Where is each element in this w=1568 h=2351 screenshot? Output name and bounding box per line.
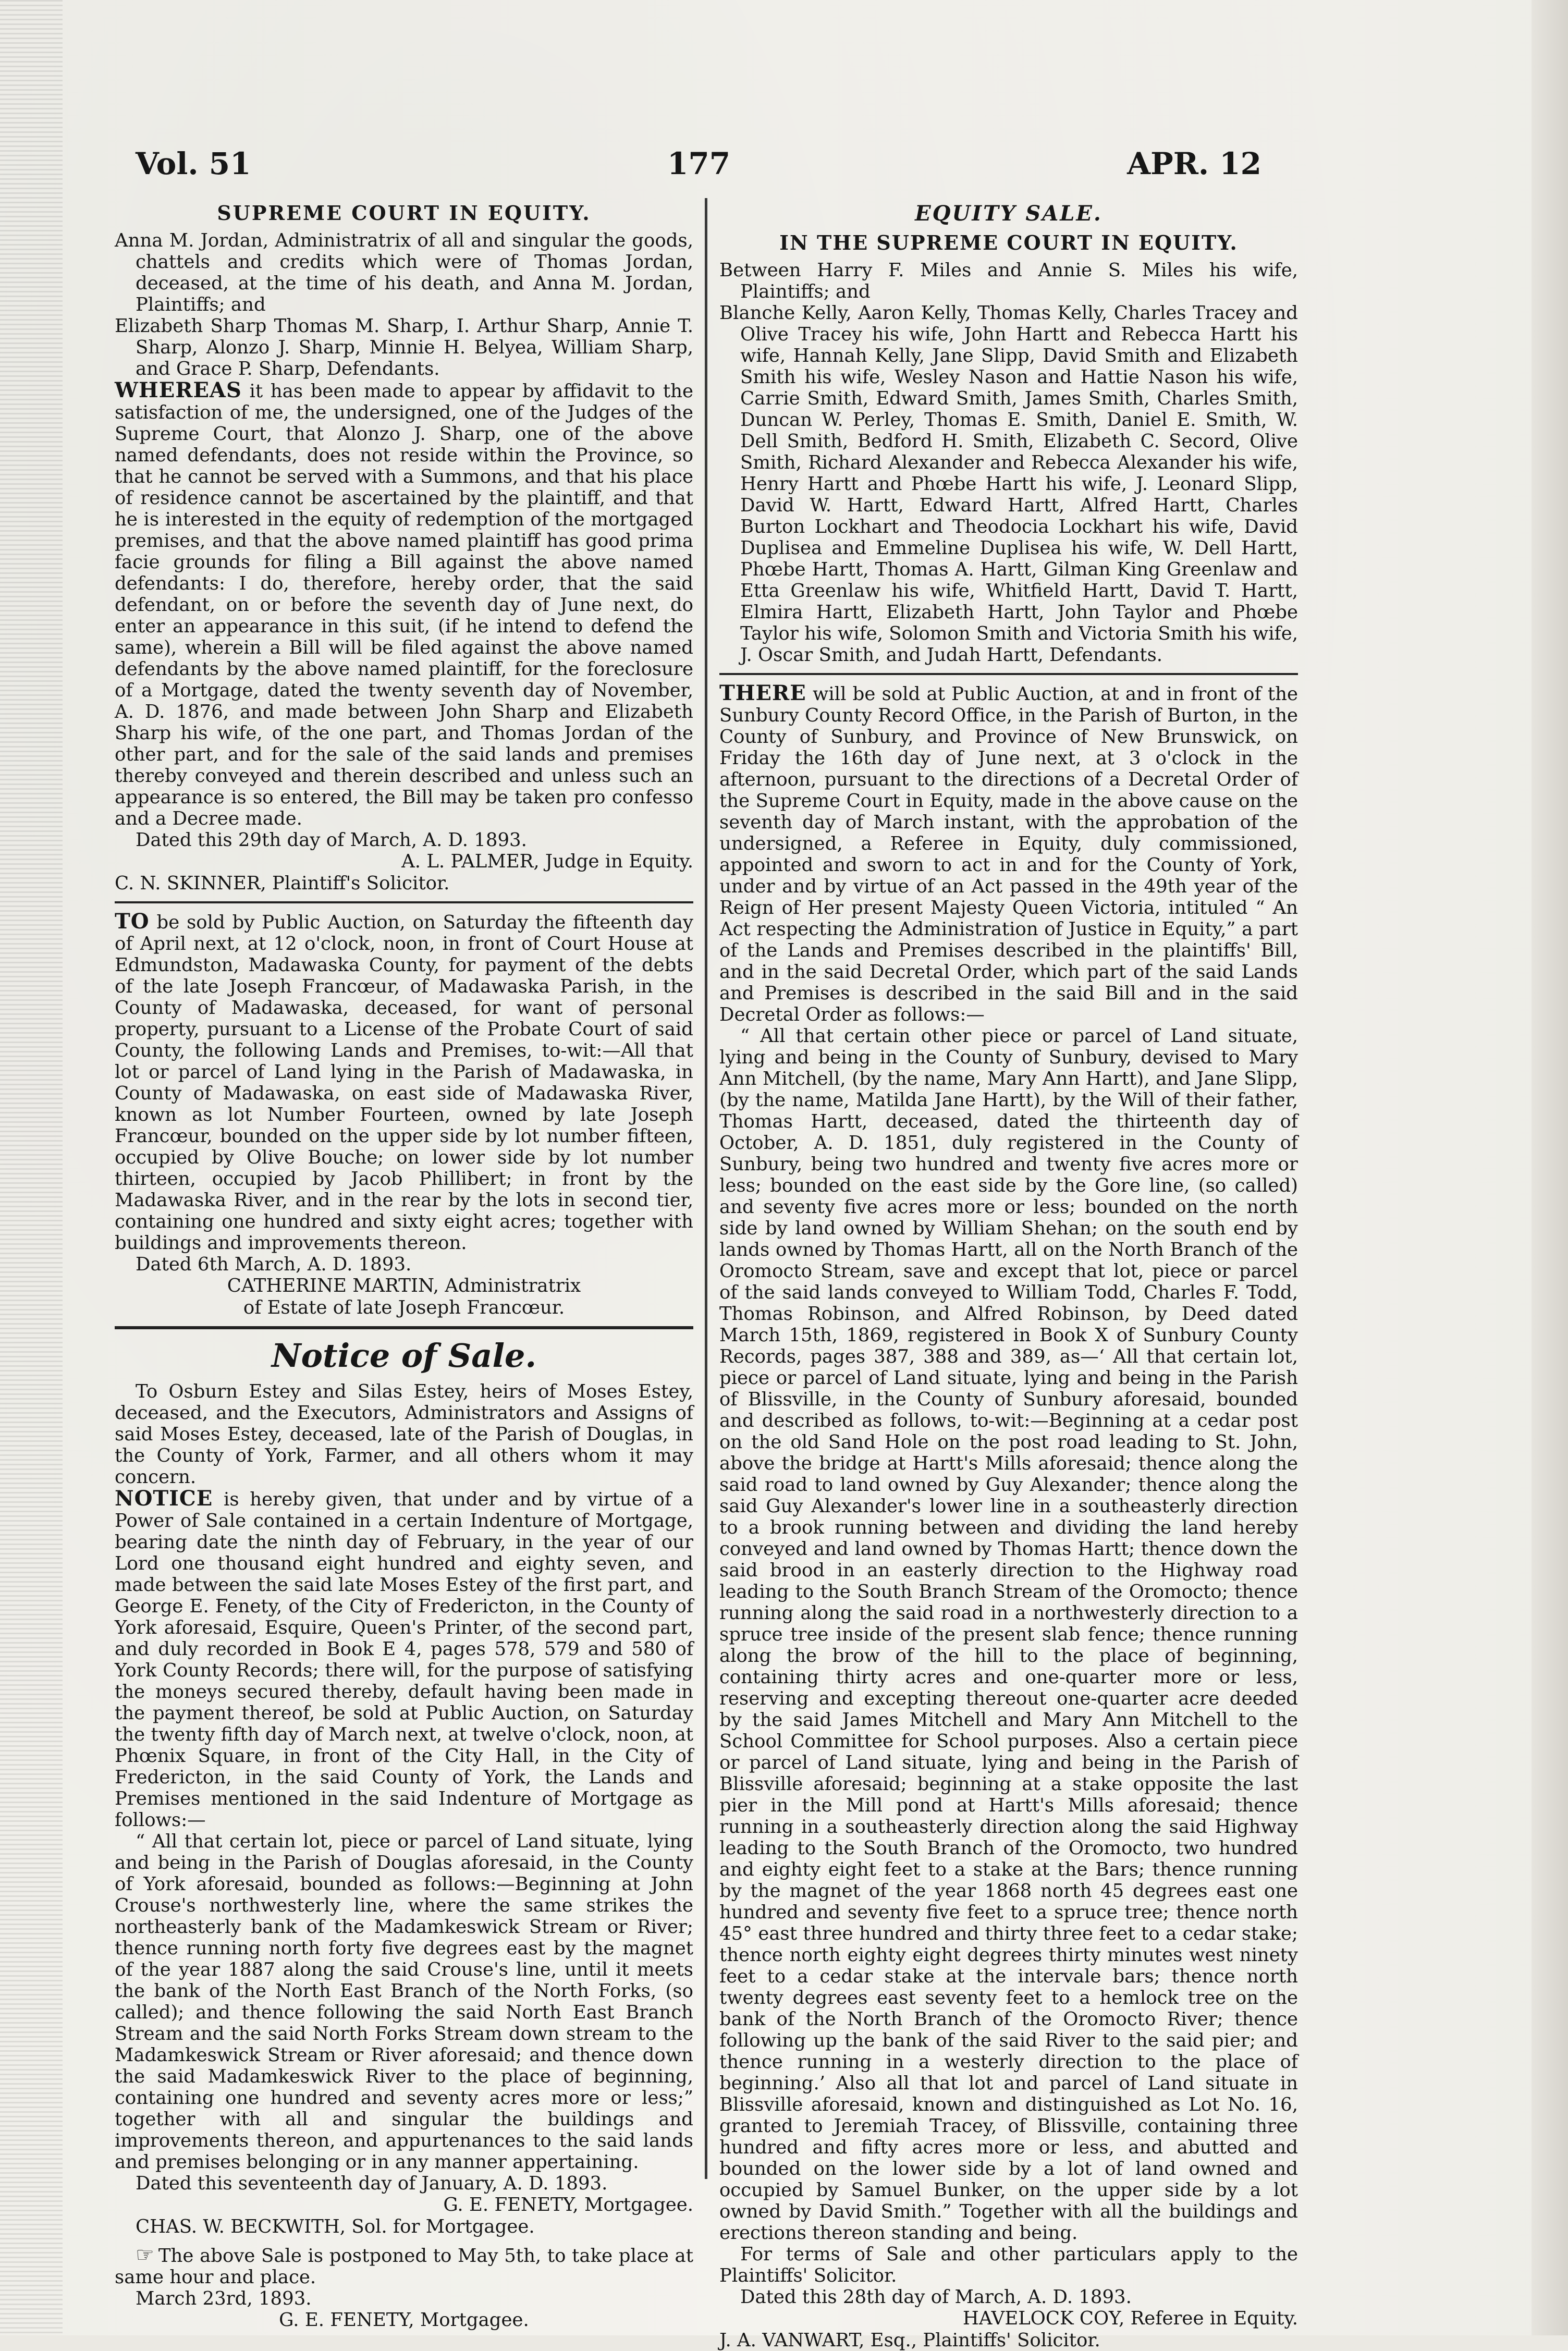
notice-body <box>115 911 693 1254</box>
right-column <box>719 198 1298 2351</box>
body-text: is hereby given, that under and by virtue of a Power of Sale contained in a certain Indenture of Mortgage, bearing date the ninth day of February, in the year of our Lord one thousand eight hundred and eighty seven, and made between the said late Moses Estey of the first part, and George E. Fenety, of the City of Fredericton, in the County of York aforesaid, Esquire, Queen's Printer, of the second part, and duly recorded in Book E 4, pages 578, 579 and 580 of York County Records; there will, for the purpose of satisfying the moneys secured thereby, default having been made in the payment thereof, be sold at Public Auction, on Saturday the twenty fifth day of March next, at twelve o'clock, noon, at Phœnix Square, in front of the City Hall, in the City of Fredericton, in the said County of York, the Lands and Premises mentioned in the said Indenture of Mortgage as follows:— <box>115 1489 693 1831</box>
lead-word: WHEREAS <box>115 378 242 402</box>
page-number: 177 <box>667 146 731 181</box>
dated-line: Dated this seventeenth day of January, A. D. 1893. <box>136 2173 608 2194</box>
postponement-note <box>115 2245 693 2288</box>
administratrix-signature: CATHERINE MARTIN, Administratrix <box>227 1275 581 1296</box>
address-text: To Osburn Estey and Silas Estey, heirs of Moses Estey, deceased, and the Executors, Administrators and Assigns of said Moses Estey, deceased, late of the Parish of Douglas, in the County of York, Farmer, and all others whom it may concern. <box>115 1381 693 1488</box>
volume-label: Vol. 51 <box>136 146 251 181</box>
supreme-court-heading: IN THE SUPREME COURT IN EQUITY. <box>779 231 1238 254</box>
body-text: will be sold at Public Auction, at and in front of the Sunbury County Record Office, in the Parish of Burton, in the County of Sunbury, and Province of New Brunswick, on Friday the 16th day of June next, at 3 o'clock in the afternoon, pursuant to the directions of a Decretal Order of the Supreme Court in Equity, made in the above cause on the seventh day of March instant, with the approbation of the undersigned, a Referee in Equity, duly commissioned, appointed and sworn to act in and for the County of York, under and by virtue of an Act passed in the 49th year of the Reign of Her present Majesty Queen Victoria, intituled “ An Act respecting the Administration of Justice in Equity,” a part of the Lands and Premises described in the plaintiffs' Bill, and in the said Decretal Order, which part of the said Lands and Premises is described in the said Bill and in the said Decretal Order as follows:— <box>719 683 1298 1025</box>
property-description: “ All that certain lot, piece or parcel of Land situate, lying and being in the Parish of Douglas aforesaid, in the County of York aforesaid, bounded as follows:—Beginning at John Crouse's northwesterly line, where the same strikes the northeasterly bank of the Madamkeswick Stream or River; thence running north forty five degrees east by the magnet of the year 1887 along the said Crouse's line, until it meets the bank of the North East Branch of the North Forks, (so called); and thence following the said North East Branch Stream and the said North Forks Stream down stream to the Madamkeswick Stream or River aforesaid; and thence down the said Madamkeswick River to the place of beginning, containing one hundred and seventy acres more or less;” together with all and singular the buildings and improvements thereon, and appurtenances to the said lands and premises belonging or in any manner appertaining. <box>115 1831 693 2173</box>
lead-word: NOTICE <box>115 1486 213 1511</box>
page-header <box>125 146 1272 193</box>
estate-line: of Estate of late Joseph Francœur. <box>243 1297 565 1318</box>
referee-signature: HAVELOCK COY, Referee in Equity. <box>962 2308 1298 2329</box>
defendants-list: Blanche Kelly, Aaron Kelly, Thomas Kelly, Charles Tracey and Olive Tracey his wife, John Hartt and Rebecca Hartt his wife, Hannah Kelly, Jane Slipp, David Smith and Elizabeth Smith his wife, Wesley Nason and Hattie Nason his wife, Carrie Smith, Edward Smith, James Smith, Charles Smith, Duncan W. Perley, Thomas E. Smith, Daniel E. Smith, W. Dell Smith, Bedford H. Smith, Elizabeth C. Secord, Olive Smith, Richard Alexander and Rebecca Alexander his wife, Henry Hartt and Phœbe Hartt his wife, J. Leonard Slipp, David W. Hartt, Edward Hartt, Alfred Hartt, Charles Burton Lockhart and Theodocia Lockhart his wife, David Duplisea and Emmeline Duplisea his wife, W. Dell Hartt, Phœbe Hartt, Thomas A. Hartt, Gilman King Greenlaw and Etta Greenlaw his wife, Whitfield Hartt, David T. Hartt, Elmira Hartt, Elizabeth Hartt, John Taylor and Phœbe Taylor his wife, Solomon Smith and Victoria Smith his wife, J. Oscar Smith, and Judah Hartt, Defendants. <box>719 302 1298 666</box>
solicitor-line: J. A. VANWART, Esq., Plaintiffs' Solicitor. <box>719 2330 1100 2351</box>
sale-body <box>719 682 1298 1025</box>
lead-word: TO <box>115 909 150 934</box>
postponement-text: The above Sale is postponed to May 5th, to take place at same hour and place. <box>115 2245 693 2288</box>
notice-body <box>115 1488 693 1831</box>
notice-body <box>115 379 693 829</box>
lead-word: THERE <box>719 681 806 705</box>
plaintiffs-line: Between Harry F. Miles and Annie S. Miles his wife, Plaintiffs; and <box>719 260 1298 302</box>
section-rule <box>115 1326 693 1329</box>
defendant-parties: Elizabeth Sharp Thomas M. Sharp, I. Arthur Sharp, Annie T. Sharp, Alonzo J. Sharp, Minnie H. Belyea, William Sharp, and Grace P. Sharp, Defendants. <box>115 315 693 379</box>
left-column <box>115 198 693 2331</box>
body-text: be sold by Public Auction, on Saturday the fifteenth day of April next, at 12 o'clock, noon, in front of Court House at Edmundston, Madawaska County, for payment of the debts of the late Joseph Francœur, of Madawaska Parish, in the County of Madawaska, deceased, for want of personal property, pursuant to a License of the Probate Court of said County, the following Lands and Premises, to-wit:—All that lot or parcel of Land lying in the Parish of Madawaska, in County of Madawaska, on east side of Madawaska River, known as lot Number Fourteen, owned by late Joseph Francœur, bounded on the upper side by lot number fifteen, occupied by Olive Bouche; on lower side by lot number thirteen, occupied by Jacob Phillibert; in front by the Madawaska River, and in the rear by the lots in second tier, containing one hundred and sixty eight acres; together with buildings and improvements thereon. <box>115 912 693 1254</box>
judge-signature: A. L. PALMER, Judge in Equity. <box>401 851 693 872</box>
column-divider <box>705 198 707 2179</box>
body-text: it has been made to appear by affidavit to the satisfaction of me, the undersigned, one of the Judges of the Supreme Court, that Alonzo J. Sharp, one of the above named defendants, does not reside within the Province, so that he cannot be served with a Summons, and that his place of residence cannot be ascertained by the plaintiff, and that he is interested in the equity of redemption of the mortgaged premises, and that the above named plaintiff has good prima facie grounds for filing a Bill against the above named defendants: I do, therefore, hereby order, that the said defendant, on or before the seventh day of June next, do enter an appearance in this suit, (if he intend to defend the same), wherein a Bill will be filed against the above named defendants by the above named plaintiff, for the foreclosure of a Mortgage, dated the twenty seventh day of November, A. D. 1876, and made between John Sharp and Elizabeth Sharp his wife, of the one part, and Thomas Jordan of the other part, and for the sale of the said lands and premises thereby conveyed and therein described and unless such an appearance is so entered, the Bill may be taken pro confesso and a Decree made. <box>115 381 693 829</box>
terms-line: For terms of Sale and other particulars apply to the Plaintiffs' Solicitor. <box>719 2244 1298 2286</box>
postponement-date: March 23rd, 1893. <box>136 2288 312 2309</box>
dated-line: Dated 6th March, A. D. 1893. <box>136 1254 412 1275</box>
page-edge-shadow <box>0 0 63 2335</box>
plaintiff-parties: Anna M. Jordan, Administratrix of all and singular the goods, chattels and credits which were of Thomas Jordan, deceased, at the time of his death, and Anna M. Jordan, Plaintiffs; and <box>115 230 693 315</box>
section-rule <box>719 673 1298 675</box>
auction-notice <box>115 911 693 1319</box>
notice-heading: SUPREME COURT IN EQUITY. <box>217 201 591 225</box>
property-description: “ All that certain other piece or parcel of Land situate, lying and being in the County of Sunbury, devised to Mary Ann Mitchell, (by the name, Mary Ann Hartt), and Jane Slipp, (by the name, Matilda Jane Hartt), by the Will of their father, Thomas Hartt, deceased, dated the thirteenth day of October, A. D. 1851, duly registered in the County of Sunbury, being two hundred and twenty five acres more or less; bounded on the east side by the Gore line, (so called) and seventy five acres more or less; bounded on the north side by land owned by William Shehan; on the south end by lands owned by Thomas Hartt, all on the North Branch of the Oromocto Stream, save and except that lot, piece or parcel of the said lands conveyed to William Todd, Charles F. Todd, Thomas Robinson, and Alfred Robinson, by Deed dated March 15th, 1869, registered in Book X of Sunbury County Records, pages 387, 388 and 389, as—‘ All that certain lot, piece or parcel of Land situate, lying and being in the Parish of Blissville, in the County of Sunbury aforesaid, bounded and described as follows, to-wit:—Beginning at a cedar post on the old Sand Hole on the post road leading to St. John, above the bridge at Hartt's Mills aforesaid; thence along the said road to land owned by Guy Alexander; thence along the said Guy Alexander's lower line in a southeasterly direction to a brook running between and dividing the land hereby conveyed and land owned by Thomas Hartt; thence down the said brood in an easterly direction to the Highway road leading to the South Branch Stream of the Oromocto; thence running along the said road in a northwesterly direction to a spruce tree inside of the present slab fence; thence running along the brow of the hill to the place of beginning, containing thirty acres and one-quarter more or less, reserving and excepting thereout one-quarter acre deeded by the said James Mitchell and Mary Ann Mitchell to the School Committee for School purposes. Also a certain piece or parcel of Land situate, lying and being in the Parish of Blissville aforesaid; beginning at a stake opposite the last pier in the Mill pond at Hartt's Mills aforesaid; thence running in a southeasterly direction along the said Highway leading to the South Branch of the Oromocto, two hundred and eighty eight feet to a stake at the Bars; thence running by the magnet of the year 1868 north 45 degrees east one hundred and seventy five feet to a spruce tree; thence north 45° east three hundred and thirty three feet to a cedar stake; thence north eighty eight degrees thirty minutes west ninety feet to a cedar stake at the intervale bars; thence north twenty degrees east seventy feet to a hemlock tree on the bank of the North Branch of the Oromocto River; thence following up the bank of the said River to the said pier; and thence running in a westerly direction to the place of beginning.’ Also all that lot and parcel of Land situate in Blissville aforesaid, known and distinguished as Lot No. 16, granted to Jeremiah Tracey, of Blissville, containing three hundred and fifty acres more or less, and abutted and bounded on the lower side by a lot of land owned and occupied by Samuel Bunker, on the upper side by a lot owned by David Smith.” Together with all the buildings and erections thereon standing and being. <box>719 1025 1298 2244</box>
page-right-margin <box>1532 0 1568 2335</box>
pointing-hand-icon: ☞ <box>136 2243 154 2267</box>
solicitor-line: CHAS. W. BECKWITH, Sol. for Mortgagee. <box>136 2216 535 2237</box>
notice-of-sale-title: Notice of Sale. <box>271 1337 537 1375</box>
section-rule <box>115 901 693 903</box>
supreme-court-notice <box>115 201 693 894</box>
solicitor-line: C. N. SKINNER, Plaintiff's Solicitor. <box>115 873 450 894</box>
mortgagee-signature-final: G. E. FENETY, Mortgagee. <box>279 2309 529 2331</box>
equity-sale-title: EQUITY SALE. <box>915 201 1102 226</box>
dated-line: Dated this 28th day of March, A. D. 1893. <box>740 2286 1132 2308</box>
dated-line: Dated this 29th day of March, A. D. 1893. <box>136 829 527 851</box>
issue-date: APR. 12 <box>1127 146 1261 181</box>
notice-of-sale <box>115 1337 693 2331</box>
mortgagee-signature: G. E. FENETY, Mortgagee. <box>443 2194 693 2215</box>
